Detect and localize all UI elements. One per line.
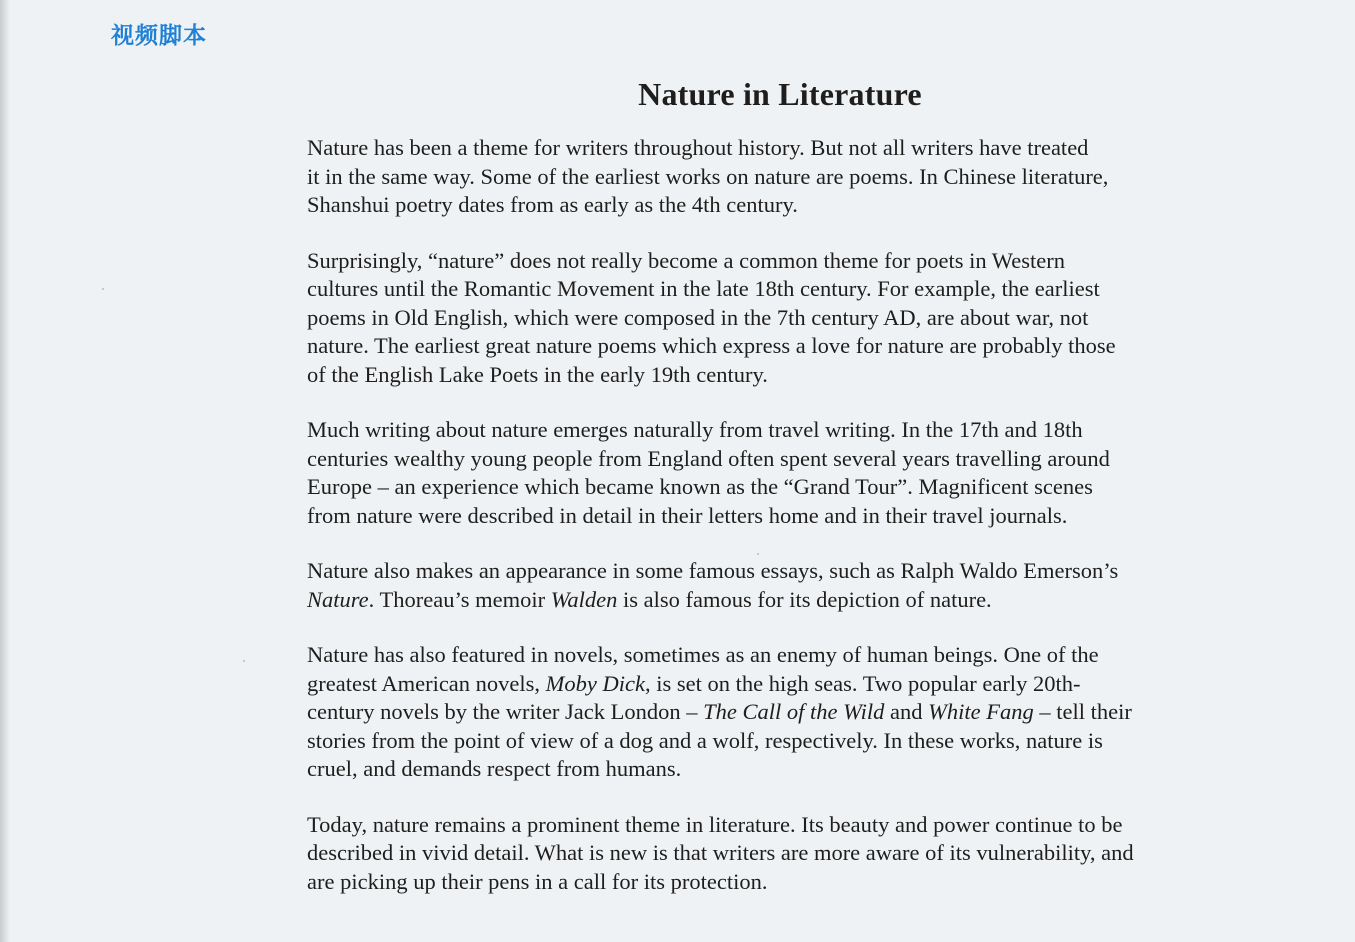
text-segment: Shanshui poetry dates from as early as the 4th century. — [307, 192, 798, 217]
text-segment: Surprisingly, “nature” does not really become a common theme for poets in Western — [307, 247, 1065, 273]
text-segment: Nature has been a theme for writers throughout history. But not all writers have treated — [307, 135, 1089, 160]
text-line — [307, 502, 1257, 531]
text-line — [307, 275, 1257, 304]
text-segment: nature. The earliest great nature poems which express a love for nature are probably those — [307, 333, 1116, 358]
text-segment: it in the same way. Some of the earliest works on nature are poems. In Chinese literature, — [307, 163, 1109, 189]
text-line — [307, 304, 1257, 333]
article-body — [307, 134, 1257, 923]
text-segment: poems in Old English, which were composed in the 7th century AD, are about war, not — [307, 304, 1089, 330]
text-segment: stories from the point of view of a dog and a wolf, respectively. In these works, nature is — [307, 727, 1103, 753]
italic-title: Moby Dick — [545, 670, 645, 696]
paragraph — [307, 247, 1257, 390]
text-line — [307, 247, 1257, 276]
text-segment: of the English Lake Poets in the early 19th century. — [307, 361, 768, 387]
text-segment: is also famous for its depiction of nature. — [617, 586, 992, 612]
text-line — [307, 473, 1257, 502]
italic-title: White Fang — [928, 699, 1034, 724]
text-segment: . Thoreau’s memoir — [368, 586, 551, 612]
text-segment: Nature also makes an appearance in some famous essays, such as Ralph Waldo Emerson’s — [307, 558, 1119, 583]
text-segment: described in vivid detail. What is new is that writers are more aware of its vulnerability, and — [307, 840, 1134, 865]
text-line — [307, 332, 1257, 361]
text-segment: and — [884, 699, 929, 724]
text-segment: Much writing about nature emerges naturally from travel writing. In the 17th and 18th — [307, 417, 1083, 442]
text-segment: cruel, and demands respect from humans. — [307, 756, 682, 781]
text-line — [307, 698, 1257, 727]
text-line — [307, 586, 1257, 615]
paragraph — [307, 811, 1257, 897]
text-line — [307, 163, 1257, 192]
paragraph — [307, 557, 1257, 614]
scan-speck — [243, 660, 245, 662]
text-line — [307, 670, 1257, 699]
text-segment: Nature has also featured in novels, sometimes as an enemy of human beings. One of the — [307, 642, 1099, 667]
article-title: Nature in Literature — [638, 76, 922, 112]
text-line — [307, 727, 1257, 756]
text-line — [307, 445, 1257, 474]
italic-title: Nature — [307, 586, 369, 612]
text-segment: greatest American novels, — [307, 670, 546, 696]
text-line — [307, 557, 1257, 586]
paragraph — [307, 416, 1257, 530]
text-segment: Europe – an experience which became known as the “Grand Tour”. Magnificent scenes — [307, 474, 1093, 499]
paragraph — [307, 134, 1257, 220]
scan-speck — [757, 553, 759, 555]
text-segment: – tell their — [1033, 699, 1132, 724]
text-line — [307, 361, 1257, 390]
text-line — [307, 134, 1257, 163]
text-segment: centuries wealthy young people from England often spent several years travelling around — [307, 445, 1110, 471]
text-line — [307, 868, 1257, 897]
text-line — [307, 416, 1257, 445]
italic-title: The Call of the Wild — [703, 699, 885, 724]
section-label: 视频脚本 — [111, 23, 207, 49]
text-segment: cultures until the Romantic Movement in the late 18th century. For example, the earliest — [307, 276, 1100, 301]
italic-title: Walden — [550, 586, 618, 612]
text-segment: Today, nature remains a prominent theme in literature. Its beauty and power continue to be — [307, 811, 1123, 837]
text-line — [307, 811, 1257, 840]
text-line — [307, 755, 1257, 784]
paragraph — [307, 641, 1257, 784]
text-line — [307, 191, 1257, 220]
text-segment: are picking up their pens in a call for its protection. — [307, 868, 768, 894]
text-line — [307, 839, 1257, 868]
scan-speck — [102, 288, 104, 290]
text-line — [307, 641, 1257, 670]
text-segment: century novels by the writer Jack London – — [307, 699, 704, 724]
text-segment: , is set on the high seas. Two popular early 20th- — [645, 670, 1081, 696]
text-segment: from nature were described in detail in their letters home and in their travel journals. — [307, 502, 1068, 528]
